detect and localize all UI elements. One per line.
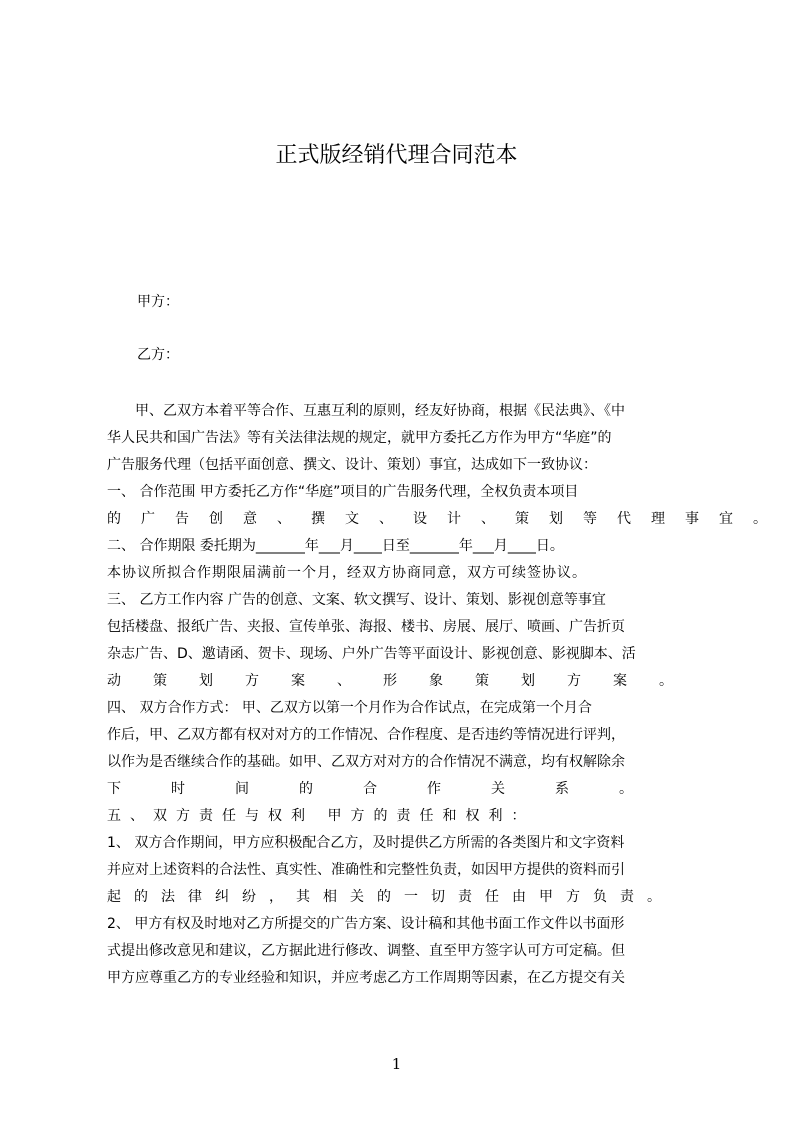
body-line: 起的法律纠纷，其相关的一切责任由甲方负责。 (107, 889, 674, 905)
body-line: 的广告创意、撰文、设计、策划等代理事宜。 (107, 511, 787, 527)
body-line: 四、 双方合作方式： 甲、乙双方以第一个月作为合作试点，在完成第一个月合 (107, 700, 592, 716)
party-a-label: 甲方： (137, 294, 179, 310)
contract-body (107, 398, 787, 986)
body-line: 二、 合作期限 委托期为_______年___月____日至_______年___月____日。 (107, 538, 564, 554)
body-line: 甲、乙双方本着平等合作、互惠互利的原则，经友好协商，根据《民法典》、《中 (135, 403, 625, 419)
party-b-label: 乙方： (137, 347, 179, 363)
body-line: 杂志广告、D、邀请函、贺卡、现场、户外广告等平面设计、影视创意、影视脚本、活 (107, 646, 636, 662)
body-line: 甲方应尊重乙方的专业经验和知识，并应考虑乙方工作周期等因素，在乙方提交有关 (107, 970, 625, 986)
body-line: 1、 双方合作期间，甲方应积极配合乙方，及时提供乙方所需的各类图片和文字资料 (107, 835, 625, 851)
body-line: 三、 乙方工作内容 广告的创意、文案、软文撰写、设计、策划、影视创意等事宜 (107, 592, 606, 608)
body-line: 包括楼盘、报纸广告、夹报、宣传单张、海报、楼书、房展、展厅、喷画、广告折页 (107, 619, 625, 635)
body-line: 一、 合作范围 甲方委托乙方作“华庭”项目的广告服务代理，全权负责本项目 (107, 484, 579, 500)
body-line: 动策划方案、形象策划方案。 (107, 673, 705, 689)
body-line: 广告服务代理（包括平面创意、撰文、设计、策划）事宜，达成如下一致协议： (107, 457, 597, 473)
body-line: 本协议所拟合作期限届满前一个月，经双方协商同意，双方可续签协议。 (107, 565, 587, 581)
body-line: 以作为是否继续合作的基础。如甲、乙双方对对方的合作情况不满意，均有权解除余 (107, 754, 625, 770)
body-line: 华人民共和国广告法》等有关法律法规的规定，就甲方委托乙方作为甲方“华庭”的 (107, 430, 612, 446)
page-number: 1 (391, 1055, 402, 1073)
body-line: 2、 甲方有权及时地对乙方所提交的广告方案、设计稿和其他书面工作文件以书面形 (107, 916, 625, 932)
document-title: 正式版经销代理合同范本 (275, 143, 518, 168)
body-line: 五、双方责任与权利 甲方的责任和权利： (107, 808, 535, 824)
body-line: 并应对上述资料的合法性、真实性、准确性和完整性负责，如因甲方提供的资料而引 (107, 862, 625, 878)
body-line: 作后，甲、乙双方都有权对对方的工作情况、合作程度、是否违约等情况进行评判， (107, 727, 625, 743)
body-line: 下时间的合作关系。 (107, 781, 683, 797)
body-line: 式提出修改意见和建议，乙方据此进行修改、调整、直至甲方签字认可方可定稿。但 (107, 943, 625, 959)
